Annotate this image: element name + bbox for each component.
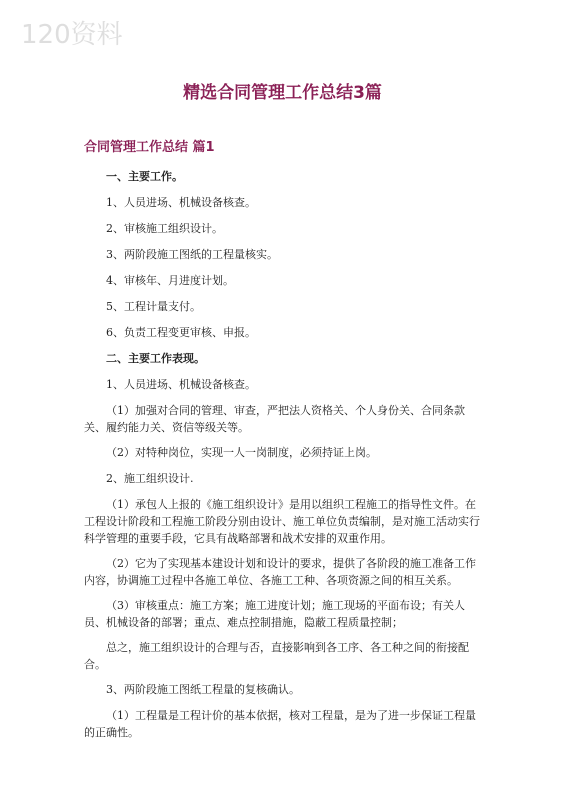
document-body bbox=[84, 168, 484, 749]
document-title: 精选合同管理工作总结3篇 bbox=[183, 83, 382, 103]
subheading: 2、施工组织设计. bbox=[106, 472, 194, 485]
paragraph: （3）审核重点：施工方案；施工进度计划；施工现场的平面布设；有关人员、机械设备的部署；重点、难点控制措施，隐蔽工程质量控制； bbox=[84, 599, 465, 629]
list-item: 3、两阶段施工图纸的工程量核实。 bbox=[106, 248, 278, 261]
paragraph: （2）对特种岗位，实现一人一岗制度，必须持证上岗。 bbox=[106, 446, 377, 459]
paragraph: 总之，施工组织设计的合理与否，直接影响到各工序、各工种之间的衔接配合。 bbox=[84, 641, 469, 671]
subheading: 3、两阶段施工图纸工程量的复核确认。 bbox=[106, 683, 300, 696]
list-item: 6、负责工程变更审核、申报。 bbox=[106, 326, 256, 339]
watermark: 120资料 bbox=[21, 20, 123, 50]
paragraph: （2）它为了实现基本建设计划和设计的要求，提供了各阶段的施工准备工作内容，协调施工过程中各施工单位、各施工工种、各项资源之间的相互关系。 bbox=[84, 557, 476, 587]
paragraph: （1）工程量是工程计价的基本依据，核对工程量，是为了进一步保证工程量的正确性。 bbox=[84, 709, 476, 739]
list-item: 4、审核年、月进度计划。 bbox=[106, 274, 234, 287]
list-item: 1、人员进场、机械设备核查。 bbox=[106, 196, 256, 209]
subheading: 1、人员进场、机械设备核查。 bbox=[106, 378, 256, 391]
list-item: 5、工程计量支付。 bbox=[106, 300, 201, 313]
section-title: 合同管理工作总结 篇1 bbox=[84, 140, 215, 155]
heading-main-work: 一、主要工作。 bbox=[106, 170, 183, 183]
heading-work-performance: 二、主要工作表现。 bbox=[106, 352, 205, 365]
paragraph: （1）承包人上报的《施工组织设计》是用以组织工程施工的指导性文件。在工程设计阶段和工程施工阶段分别由设计、施工单位负责编制，是对施工活动实行科学管理的重要手段，它具有战略部署和战术安排的双重作用。 bbox=[84, 498, 480, 545]
paragraph: （1）加强对合同的管理、审查，严把法人资格关、个人身份关、合同条款关、履约能力关、资信等级关等。 bbox=[84, 404, 465, 434]
list-item: 2、审核施工组织设计。 bbox=[106, 222, 223, 235]
